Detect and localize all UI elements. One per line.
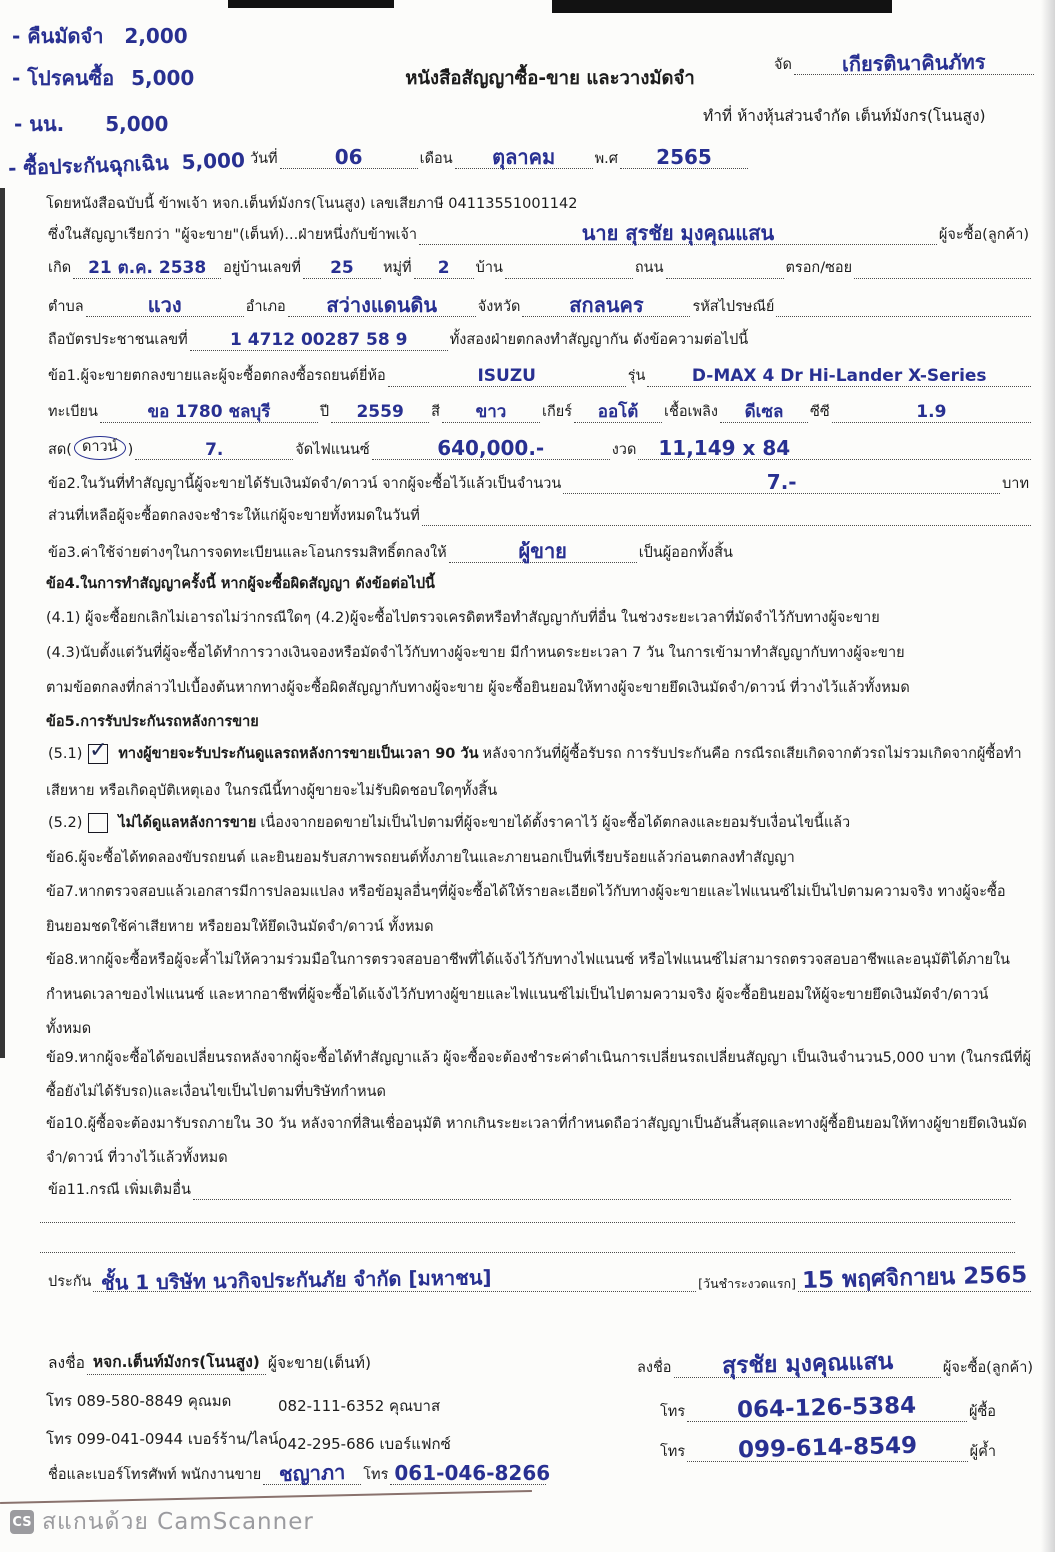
cash-value: 7. (205, 439, 224, 460)
item52-label: (5.2) (48, 815, 83, 831)
birth-line (46, 258, 1031, 279)
buyer-role2: ผู้ค้ำ (969, 1444, 996, 1460)
margin-note-3 (14, 108, 168, 140)
clause9-line2: ซื้อยังไม่ได้รับรถ)และเงื่อนไขเป็นไปตามที่บริษัทกำหนด (46, 1084, 386, 1100)
gear-value: ออโต้ (597, 402, 639, 422)
fuel-label: เชื้อเพลิง (664, 404, 719, 421)
province-fill (522, 294, 690, 317)
clause8-line2: กำหนดเวลาของไฟแนนซ์ และหากอาชีพที่ผู้จะซื้อได้แจ้งไว้กับทางผู้ขายและไฟแนนซ์ไม่เป็นไปตามความจริง ผู้จะซื้อยินยอมให้ผู้จะขายยึดเงินมัดจำ/ดาวน์ (46, 987, 989, 1003)
clause5-item1 (46, 737, 1031, 764)
idcard-line (46, 330, 1031, 351)
idcard-label: ถือบัตรประชาชนเลขที่ (48, 332, 188, 349)
born-fill (73, 258, 221, 279)
seller-tel1: 089-580-8849 (76, 1392, 184, 1410)
born-label: เกิด (48, 260, 72, 277)
seller-tel3-label: โทร (46, 1430, 73, 1448)
buyer-name: นาย สุรชัย มุงคุณแสน (581, 221, 775, 245)
note-label: นน. (29, 112, 65, 136)
reg-label: ทะเบียน (48, 404, 98, 421)
note-label: โปรคนซื้อ (27, 66, 115, 90)
staff-line (46, 1459, 551, 1487)
finance-value: เกียรตินาคินภัทร (842, 49, 986, 77)
house-fill (303, 258, 381, 279)
idcard-value: 1 4712 00287 58 9 (230, 330, 408, 350)
cc-value: 1.9 (916, 402, 947, 422)
date-line (248, 146, 768, 169)
zip-fill (776, 297, 1031, 317)
month-label: เดือน (419, 150, 453, 167)
finance-amt-value: 640,000.- (437, 436, 545, 461)
finance-field (772, 49, 1034, 77)
transfer-payer-value: ผู้ขาย (518, 539, 567, 563)
item51-bold-text: ทางผู้ขายจะรับประกันดูแลรถหลังการขายเป็นเวลา 90 วัน (118, 746, 479, 762)
clause2-line2-text: ส่วนที่เหลือผู้จะซื้อตกลงจะชำระให้แก่ผู้จะขายทั้งหมดในวันที่ (48, 508, 420, 524)
insurance-fill (93, 1265, 696, 1296)
zip-label: รหัสไปรษณีย์ (692, 298, 775, 315)
clause5-item1-cont: เสียหาย หรือเกิดอุบัติเหตุเอง ในกรณีนี้ทางผู้ขายจะไม่รับผิดชอบใดๆทั้งสิ้น (46, 783, 498, 799)
clause2-prefix: ข้อ2.ในวันที่ทำสัญญานี้ผู้จะขายได้รับเงินมัดจำ/ดาวน์ จากผู้จะซื้อไว้แล้วเป็นจำนวน (48, 475, 562, 492)
clause1-line (46, 366, 1031, 387)
cash-label: สด( (48, 442, 72, 458)
note-bullet: - (14, 112, 23, 136)
note-bullet: - (7, 155, 17, 181)
clause2-suffix: บาท (1002, 475, 1029, 492)
finance-amt-fill (372, 437, 610, 460)
model-value: D-MAX 4 Dr Hi-Lander X-Series (691, 366, 987, 386)
clause10-line1: ข้อ10.ผู้ซื้อจะต้องมารับรถภายใน 30 วัน หลังจากที่สินเชื่ออนุมัติ หากเกินระยะเวลาที่กำหนดถือว่าสัญญาเป็นอันสิ้นสุดและทางผู้ซื้อยินยอมให้ทางผู้ขายยึดเงินมัด (46, 1116, 1027, 1132)
installment-value: 11,149 x 84 (658, 436, 791, 461)
seller-tel2: 082-111-6352 (278, 1397, 385, 1415)
model-fill (647, 366, 1031, 387)
deposit-fill (563, 471, 1000, 494)
house-label: อยู่บ้านเลขที่ (223, 260, 301, 277)
insurance-label: ประกัน (48, 1274, 92, 1290)
year-veh-fill (331, 402, 429, 423)
note-label: ซื้อประกันฉุกเฉิน (22, 150, 170, 180)
idcard-suffix: ทั้งสองฝ่ายตกลงทำสัญญากัน ดังข้อความต่อไปนี้ (449, 332, 749, 349)
buyer-sign-line (635, 1348, 1035, 1380)
cc-fill (832, 402, 1031, 423)
tambon-label: ตำบล (48, 298, 84, 315)
checkmark-icon: ✓ (89, 737, 108, 763)
deposit-value: 7.- (766, 470, 797, 494)
fuel-fill (720, 402, 808, 423)
buyer-tel2-fill (687, 1432, 968, 1464)
color-label: สี (431, 404, 440, 421)
seller-sign-line (46, 1352, 486, 1375)
scan-artifact-top-left (228, 0, 394, 8)
clause6-line: ข้อ6.ผู้จะซื้อได้ทดลองขับรถยนต์ และยินยอมรับสภาพรถยนต์ทั้งภายในและภายนอกเป็นที่เรียบร้อยแล้วก่อนตกลงทำสัญญา (46, 850, 795, 866)
year-fill (620, 146, 748, 169)
note-bullet: - (12, 66, 21, 90)
cash-fill (135, 440, 293, 461)
note-value: 5,000 (105, 112, 169, 136)
tambon-value: แวง (147, 293, 182, 317)
buyer-role1: ผู้ซื้อ (968, 1404, 996, 1420)
staff-name: ชญาภา (278, 1459, 346, 1487)
margin-note-4 (8, 144, 246, 184)
buyer-tel2: 099-614-8549 (737, 1432, 918, 1464)
warranty-checkbox-checked (88, 737, 108, 764)
month-fill (455, 146, 593, 169)
reg-value: ขอ 1780 ชลบุรี (147, 402, 271, 422)
fuel-value: ดีเซล (744, 402, 784, 422)
note-bullet: - (12, 24, 21, 48)
seller-tel-line2-right (278, 1434, 451, 1455)
clause8-line1: ข้อ8.หากผู้จะซื้อหรือผู้จะค้ำไม่ให้ความร่วมมือในการตรวจสอบอาชีพที่ได้แจ้งไว้กับทางไฟแนนซ์ หรือไฟแนนซ์ไม่สามารถตรวจสอบอาชีพและอนุมัติได้ภายใน (46, 952, 1010, 968)
clause3-suffix: เป็นผู้ออกทั้งสิ้น (638, 544, 733, 561)
moo-fill (414, 258, 474, 279)
first-installment-value: 15 พฤศจิกายน 2565 (801, 1262, 1028, 1294)
clause3-line (46, 540, 806, 563)
note-value: 2,000 (124, 24, 188, 48)
note-value: 5,000 (181, 147, 246, 175)
buyer-tel1-fill (687, 1392, 967, 1424)
remaining-date-fill (422, 525, 1031, 526)
color-fill (442, 402, 540, 423)
seller-tel-line1-left (46, 1391, 231, 1412)
born-value: 21 ต.ค. 2538 (88, 258, 207, 278)
month-value: ตุลาคม (492, 145, 556, 169)
installment-label: งวด (611, 442, 637, 458)
buyer-signature-fill (674, 1348, 941, 1380)
brand-value: ISUZU (477, 366, 536, 386)
staff-name-fill (263, 1459, 361, 1487)
amphoe-fill (288, 294, 476, 317)
moo-label: หมู่ที่ (382, 260, 412, 277)
clause5-head: ข้อ5.การรับประกันรถหลังการขาย (46, 714, 259, 730)
model-label: รุ่น (627, 368, 646, 385)
dotted-line-2 (40, 1252, 1015, 1253)
buyer-sign-label: ลงชื่อ (637, 1360, 672, 1376)
transfer-payer-fill (449, 540, 637, 563)
gear-label: เกียร์ (542, 404, 573, 421)
clause2-line2 (46, 506, 1031, 526)
year-veh-value: 2559 (356, 402, 404, 422)
ban-label: บ้าน (475, 260, 503, 277)
clause7-line1: ข้อ7.หากตรวจสอบแล้วเอกสารมีการปลอมแปลง หรือข้อมูลอื่นๆที่ผู้จะซื้อได้ให้รายละเอียดไว้กับทางผู้จะขายและไฟแนนซ์ไม่เป็นไปตามความจริง ทางผู้จะซื้อ (46, 884, 1006, 900)
paren-close: ) (127, 442, 134, 458)
clause4-item2: (4.3)นับตั้งแต่วันที่ผู้จะซื้อได้ทำการวางเงินจองหรือมัดจำไว้กับทางผู้จะขาย มีกำหนดระยะเวลา 7 วัน ในการเข้ามาทำสัญญากับทางผู้จะขาย (46, 645, 905, 661)
clause2-line (46, 471, 1031, 494)
clause5-item2 (46, 813, 1031, 833)
scan-artifact-left-edge (0, 188, 5, 1058)
note-label: คืนมัดจำ (27, 24, 104, 48)
gear-fill (574, 402, 662, 423)
payment-line (46, 436, 1031, 460)
ban-fill (505, 259, 633, 279)
staff-label: ชื่อและเบอร์โทรศัพท์ พนักงานขาย (48, 1466, 262, 1483)
margin-note-1 (12, 20, 188, 52)
party-prefix: ซึ่งในสัญญาเรียกว่า "ผู้จะขาย"(เต็นท์)...ฝ่ายหนึ่งกับข้าพเจ้า (48, 226, 418, 243)
tambon-fill (86, 294, 244, 317)
reg-fill (100, 402, 318, 423)
staff-tel: 061-046-8266 (394, 1461, 551, 1485)
seller-name: หจก.เต็นท์มังกร(โนนสูง) (87, 1352, 266, 1375)
province-value: สกลนคร (569, 293, 644, 317)
seller-tel4: 042-295-686 (278, 1435, 375, 1453)
cc-label: ซีซี (810, 404, 830, 421)
seller-tel3-name: เบอร์ร้าน/ไลน์ (187, 1430, 279, 1448)
buyer-signature: สุรชัย มุงคุณแสน (721, 1348, 894, 1380)
date-fill (280, 146, 418, 169)
buyer-tel2-label: โทร (660, 1444, 686, 1460)
seller-tel3: 099-041-0944 (76, 1430, 184, 1448)
party-suffix: ผู้จะซื้อ(ลูกค้า) (938, 226, 1029, 243)
year-value: 2565 (656, 145, 712, 169)
clause11-label: ข้อ11.กรณี เพิ่มเติมอื่น (48, 1182, 191, 1198)
seller-tel1-name: คุณมด (187, 1392, 232, 1410)
insurance-line (46, 1262, 1031, 1296)
dotted-line-1 (40, 1222, 1015, 1223)
item52-bold-text: ไม่ได้ดูแลหลังการขาย (118, 815, 257, 831)
brand-fill (388, 366, 626, 387)
clause8-line3: ทั้งหมด (46, 1021, 92, 1037)
amphoe-label: อำเภอ (245, 298, 286, 315)
clause9-line1: ข้อ9.หากผู้จะซื้อได้ขอเปลี่ยนรถหลังจากผู้จะซื้อได้ทำสัญญาแล้ว ผู้จะซื้อจะต้องชำระค่าดำเนินการเปลี่ยนรถเปลี่ยนสัญญา เป็นเงินจำนวน5,000 บาท (ในกรณีที่ผู้ (46, 1050, 1032, 1066)
first-installment-fill (798, 1262, 1031, 1294)
item51-rest-text: หลังจากวันที่ผู้ซื้อรับรถ การรับประกันคือ กรณีรถเสียเกิดจากตัวรถไม่รวมเกิดจากผู้ซื้อทำ (482, 746, 1022, 762)
year-label: พ.ศ (594, 150, 618, 167)
date-label: วันที่ (250, 150, 278, 167)
road-label: ถนน (634, 260, 664, 277)
buyer-tel1-label: โทร (660, 1404, 686, 1420)
clause3-prefix: ข้อ3.ค่าใช้จ่ายต่างๆในการจดทะเบียนและโอนกรรมสิทธิ์ตกลงให้ (48, 544, 447, 561)
down-circled-label: ดาวน์ (74, 436, 126, 460)
clause4-head: ข้อ4.ในการทำสัญญาครั้งนี้ หากผู้จะซื้อผิดสัญญา ดังข้อต่อไปนี้ (46, 576, 435, 592)
province-label: จังหวัด (477, 298, 521, 315)
soi-fill (854, 259, 1031, 279)
seller-tel2-name: คุณบาส (389, 1397, 441, 1415)
year-veh-label: ปี (319, 404, 330, 421)
seller-sign-label: ลงชื่อ (48, 1354, 85, 1372)
staff-tel-label: โทร (363, 1466, 389, 1483)
note-value: 5,000 (131, 66, 195, 90)
seller-tel1-label: โทร (46, 1392, 73, 1410)
date-value: 06 (334, 145, 363, 169)
seller-role: ผู้จะขาย(เต็นท์) (267, 1354, 372, 1372)
camscanner-watermark (10, 1504, 314, 1540)
scan-artifact-top-right (552, 0, 892, 13)
clause1-prefix: ข้อ1.ผู้จะขายตกลงขายและผู้จะซื้อตกลงซื้อรถยนต์ยี่ห้อ (48, 368, 386, 385)
clause11-line (46, 1180, 1011, 1200)
clause7-line2: ยินยอมชดใช้ค่าเสียหาย หรือยอมให้ยึดเงินมัดจำ/ดาวน์ ทั้งหมด (46, 919, 434, 935)
amphoe-value: สว่างแดนดิน (326, 293, 438, 317)
clause10-line2: จำ/ดาวน์ ที่วางไว้แล้วทั้งหมด (46, 1150, 228, 1166)
finance-amt-label: จัดไฟแนนซ์ (295, 442, 370, 458)
item52-rest-text: เนื่องจากยอดขายไม่เป็นไปตามที่ผู้จะขายได้ตั้งราคาไว้ ผู้จะซื้อได้ตกลงและยอมรับเงื่อนไขนี้แล้ว (260, 815, 851, 831)
clause11-fill (193, 1199, 1011, 1200)
clause4-item1: (4.1) ผู้จะซื้อยกเลิกไม่เอารถไม่ว่ากรณีใดๆ (4.2)ผู้จะซื้อไปตรวจเครดิตหรือทำสัญญากับที่อื่น ในช่วงระยะเวลาที่มัดจำไว้กับทางผู้จะขาย (46, 610, 880, 626)
moo-value: 2 (437, 258, 450, 278)
first-installment-label: [วันชำระงวดแรก] (698, 1275, 796, 1291)
made-at-text: ทำที่ ห้างหุ้นส่วนจำกัด เต็นท์มังกร(โนนสูง) (703, 107, 986, 125)
no-warranty-checkbox-empty (88, 813, 108, 833)
camscanner-text: สแกนด้วย CamScanner (42, 1509, 314, 1535)
scan-edge-shadow (1041, 0, 1055, 1552)
staff-tel-fill (390, 1461, 551, 1485)
idcard-fill (190, 330, 448, 351)
address-line (46, 294, 1031, 317)
seller-tel4-name: เบอร์แฟกซ์ (379, 1435, 451, 1453)
clause4-item3: ตามข้อตกลงที่กล่าวไปเบื้องต้นหากทางผู้จะซื้อผิดสัญญากับทางผู้จะขาย ผู้จะซื้อยินยอมให้ทางผู้จะขายยึดเงินมัดจำ/ดาวน์ ที่วางไว้แล้วทั้งหมด (46, 680, 910, 696)
installment-fill (638, 437, 1031, 460)
party-line (46, 222, 1031, 245)
road-fill (666, 259, 784, 279)
buyer-tel1: 064-126-5384 (737, 1392, 917, 1424)
scan-fold-line (0, 1490, 532, 1504)
finance-fill (794, 49, 1034, 77)
finance-label: จัด (774, 56, 792, 73)
insurance-value: ชั้น 1 บริษัท นวกิจประกันภัย จำกัด [มหาชน] (101, 1265, 493, 1296)
seller-tel-line2-left (46, 1429, 278, 1450)
seller-tel-line1-right (278, 1396, 440, 1417)
soi-label: ตรอก/ซอย (785, 260, 853, 277)
item51-label: (5.1) (48, 746, 83, 762)
buyer-tel1-line (658, 1392, 998, 1424)
intro-line: โดยหนังสือฉบับนี้ ข้าพเจ้า หจก.เต็นท์มังกร(โนนสูง) เลขเสียภาษี 04113551001142 (46, 196, 578, 212)
buyer-role: ผู้จะซื้อ(ลูกค้า) (942, 1360, 1033, 1376)
camscanner-icon: CS (10, 1510, 34, 1534)
color-value: ขาว (475, 402, 507, 422)
buyer-tel2-line (658, 1432, 998, 1464)
margin-note-2 (12, 62, 194, 94)
document-title: หนังสือสัญญาซื้อ-ขาย และวางมัดจำ (405, 68, 695, 89)
buyer-name-fill (419, 222, 937, 245)
vehicle-line (46, 402, 1031, 423)
house-value: 25 (330, 258, 354, 278)
